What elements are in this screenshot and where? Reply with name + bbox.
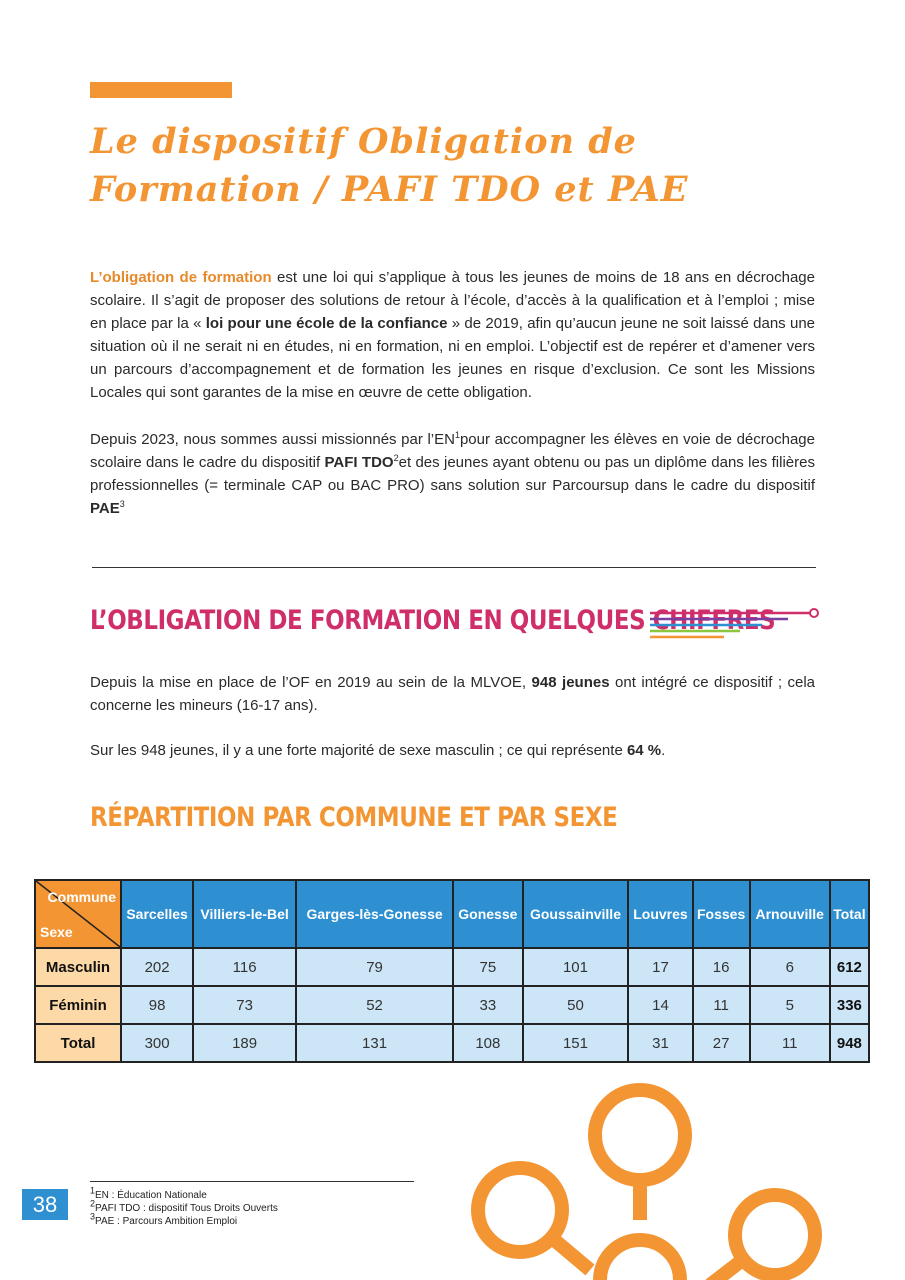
- footnote-text: PAFI TDO : dispositif Tous Droits Ouverts: [95, 1203, 278, 1214]
- table-cell: 6: [750, 948, 830, 986]
- footnote-text: PAE : Parcours Ambition Emploi: [95, 1216, 238, 1227]
- footnote-1: [90, 1185, 278, 1202]
- footnote-2: [90, 1198, 278, 1215]
- table-cell: 16: [693, 948, 750, 986]
- corner-label-commune: Commune: [47, 889, 116, 905]
- column-header: Goussainville: [523, 880, 629, 948]
- repartition-table: [34, 879, 870, 1063]
- table-cell: 31: [628, 1024, 692, 1062]
- table-cell: 33: [453, 986, 523, 1024]
- section-title-chiffres: L’OBLIGATION DE FORMATION EN QUELQUES CHIFFRES: [90, 605, 776, 636]
- intro-paragraph-1: [90, 266, 815, 404]
- table-cell: 151: [523, 1024, 629, 1062]
- obligation-highlight: L’obligation de formation: [90, 269, 272, 286]
- table-cell: 50: [523, 986, 629, 1024]
- table-header-row: [35, 880, 869, 948]
- intro-paragraph-2: [90, 428, 815, 520]
- table-cell: 79: [296, 948, 453, 986]
- table-cell-total: 336: [830, 986, 869, 1024]
- table-cell: 131: [296, 1024, 453, 1062]
- footnote-num: 2: [90, 1198, 96, 1209]
- column-header: Sarcelles: [121, 880, 193, 948]
- table-corner-cell: [35, 880, 121, 948]
- p2-text-3: et des jeunes ayant obtenu ou pas un diplôme dans les filières professionnelles (= terminale CAP ou BAC PRO) sans solution sur Parcoursup dans le cadre du dispositif: [90, 454, 815, 494]
- p1-text-2: » de 2019, afin qu’aucun jeune ne soit laissé dans une situation où il ne serait ni en études, ni en formation, ni en emploi. L’objectif est de repérer et d’amener vers un parcours d’accompagnement et de formation les jeunes en risque d’exclusion. Ce sont les Missions Locales qui sont garantes de la mise en œuvre de cette obligation.: [90, 315, 816, 401]
- footnote-3: [90, 1211, 278, 1228]
- footnote-text: EN : Éducation Nationale: [95, 1190, 207, 1201]
- title-accent-bar: [90, 82, 232, 98]
- footnote-ref-3: 3: [119, 499, 125, 509]
- section-title-repartition: RÉPARTITION PAR COMMUNE ET PAR SEXE: [90, 802, 618, 833]
- chiffres-paragraph-2: [90, 739, 815, 762]
- column-header: Gonesse: [453, 880, 523, 948]
- table-cell: 11: [750, 1024, 830, 1062]
- p2-bold-pafi: PAFI TDO: [324, 454, 394, 471]
- p2-bold-pae: PAE: [90, 500, 120, 517]
- row-label: Masculin: [35, 948, 121, 986]
- table-row: [35, 948, 869, 986]
- table-cell: 202: [121, 948, 193, 986]
- table-cell: 116: [193, 948, 296, 986]
- column-header: Villiers-le-Bel: [193, 880, 296, 948]
- footnotes: [90, 1185, 278, 1228]
- table-cell: 11: [693, 986, 750, 1024]
- table-cell-total: 948: [830, 1024, 869, 1062]
- table-cell-total: 612: [830, 948, 869, 986]
- footnote-num: 1: [90, 1185, 96, 1196]
- table-cell: 52: [296, 986, 453, 1024]
- table-cell: 14: [628, 986, 692, 1024]
- p4-bold-percent: 64 %: [626, 742, 662, 759]
- p3-bold-948: 948 jeunes: [531, 674, 610, 691]
- decorative-lines-icon: [650, 607, 820, 639]
- table-row: [35, 986, 869, 1024]
- table-cell: 27: [693, 1024, 750, 1062]
- table-cell: 189: [193, 1024, 296, 1062]
- page-title: Le dispositif Obligation de Formation / PAFI TDO et PAE: [90, 121, 689, 210]
- p2-text-1: Depuis 2023, nous sommes aussi missionnés par l’EN: [90, 431, 455, 448]
- p1-text-1: est une loi qui s’applique à tous les jeunes de moins de 18 ans en décrochage scolaire. Il s’agit de proposer des solutions de retour à l’école, d’accès à la qualification et à l’emploi ; mise en place par la «: [90, 269, 815, 332]
- p3-text-2: ont intégré ce dispositif ; cela concerne les mineurs (16-17 ans).: [90, 674, 816, 714]
- table-cell: 17: [628, 948, 692, 986]
- footnote-num: 3: [90, 1211, 96, 1222]
- table-cell: 300: [121, 1024, 193, 1062]
- p1-bold-law: loi pour une école de la confiance: [205, 315, 448, 332]
- p2-text-2: pour accompagner les élèves en voie de décrochage scolaire dans le cadre du dispositif: [90, 431, 815, 471]
- table-cell: 108: [453, 1024, 523, 1062]
- footnote-ref-2: 2: [393, 453, 399, 463]
- column-header: Garges-lès-Gonesse: [296, 880, 453, 948]
- footnote-ref-1: 1: [454, 430, 460, 440]
- column-header: Arnouville: [750, 880, 830, 948]
- column-header: Fosses: [693, 880, 750, 948]
- magnifier-network-icon: [440, 1080, 905, 1280]
- row-label: Total: [35, 1024, 121, 1062]
- chiffres-paragraph-1: [90, 671, 815, 717]
- row-label: Féminin: [35, 986, 121, 1024]
- corner-label-sexe: Sexe: [40, 924, 73, 940]
- table-cell: 73: [193, 986, 296, 1024]
- column-header: Louvres: [628, 880, 692, 948]
- table-cell: 98: [121, 986, 193, 1024]
- column-header: Total: [830, 880, 869, 948]
- table-cell: 75: [453, 948, 523, 986]
- p3-text-1: Depuis la mise en place de l’OF en 2019 au sein de la MLVOE,: [90, 674, 532, 691]
- table-cell: 101: [523, 948, 629, 986]
- p4-text-2: .: [661, 742, 666, 759]
- footnote-divider: [90, 1181, 414, 1182]
- page-number: 38: [22, 1189, 68, 1220]
- table-cell: 5: [750, 986, 830, 1024]
- section-divider: [92, 567, 816, 568]
- table-row: [35, 1024, 869, 1062]
- p4-text-1: Sur les 948 jeunes, il y a une forte majorité de sexe masculin ; ce qui représente: [90, 742, 627, 759]
